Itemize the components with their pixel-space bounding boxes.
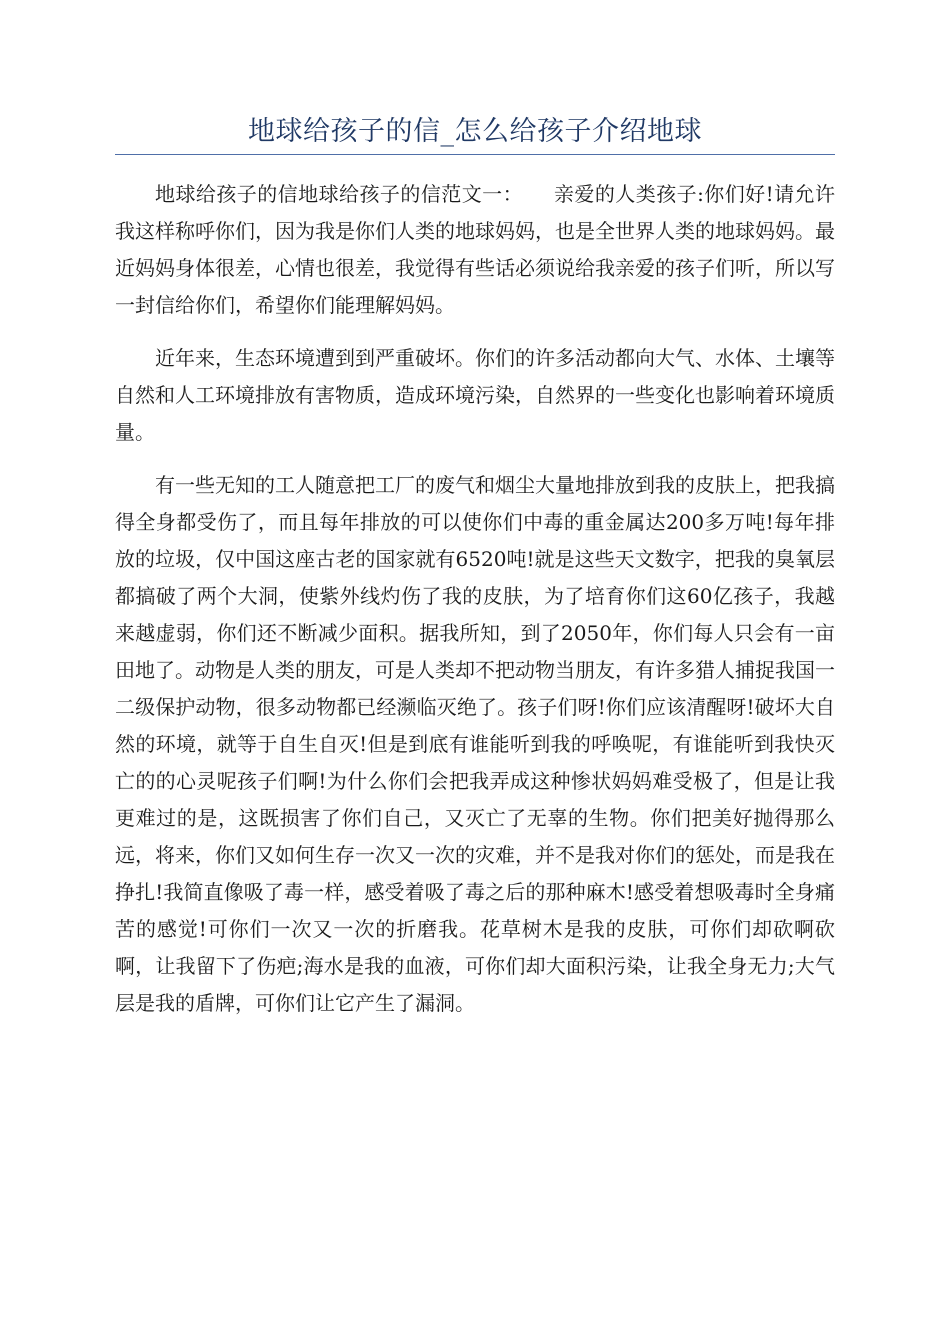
title-underline (115, 154, 835, 155)
paragraph-pollution: 有一些无知的工人随意把工厂的废气和烟尘大量地排放到我的皮肤上，把我搞得全身都受伤了，而且每年排放的可以使你们中毒的重金属达200多万吨!每年排放的垃圾，仅中国这座古老的国家就有6520吨!就是这些天文数字，把我的臭氧层都搞破了两个大洞，使紫外线灼伤了我的皮肤，为了培育你们这60亿孩子，我越来越虚弱，你们还不断减少面积。据我所知，到了2050年，你们每人只会有一亩田地了。动物是人类的朋友，可是人类却不把动物当朋友，有许多猎人捕捉我国一二级保护动物，很多动物都已经濒临灭绝了。孩子们呀!你们应该清醒呀!破坏大自然的环境，就等于自生自灭!但是到底有谁能听到我的呼唤呢，有谁能听到我快灭亡的的心灵呢孩子们啊!为什么你们会把我弄成这种惨状妈妈难受极了，但是让我更难过的是，这既损害了你们自己，又灭亡了无辜的生物。你们把美好抛得那么远，将来，你们又如何生存一次又一次的灾难，并不是我对你们的惩处，而是我在挣扎!我简直像吸了毒一样，感受着吸了毒之后的那种麻木!感受着想吸毒时全身痛苦的感觉!可你们一次又一次的折磨我。花草树木是我的皮肤，可你们却砍啊砍啊，让我留下了伤疤;海水是我的血液，可你们却大面积污染，让我全身无力;大气层是我的盾牌，可你们让它产生了漏洞。 (115, 473, 835, 1015)
document-title: 地球给孩子的信_怎么给孩子介绍地球 (248, 116, 702, 147)
document-body (115, 176, 835, 1038)
paragraph-environment: 近年来，生态环境遭到到严重破坏。你们的许多活动都向大气、水体、土壤等自然和人工环境排放有害物质，造成环境污染，自然界的一些变化也影响着环境质量。 (115, 346, 835, 444)
paragraph-intro: 地球给孩子的信地球给孩子的信范文一： 亲爱的人类孩子:你们好!请允许我这样称呼你们，因为我是你们人类的地球妈妈，也是全世界人类的地球妈妈。最近妈妈身体很差，心情也很差，我觉得有些话必须说给我亲爱的孩子们听，所以写一封信给你们，希望你们能理解妈妈。 (115, 182, 835, 317)
